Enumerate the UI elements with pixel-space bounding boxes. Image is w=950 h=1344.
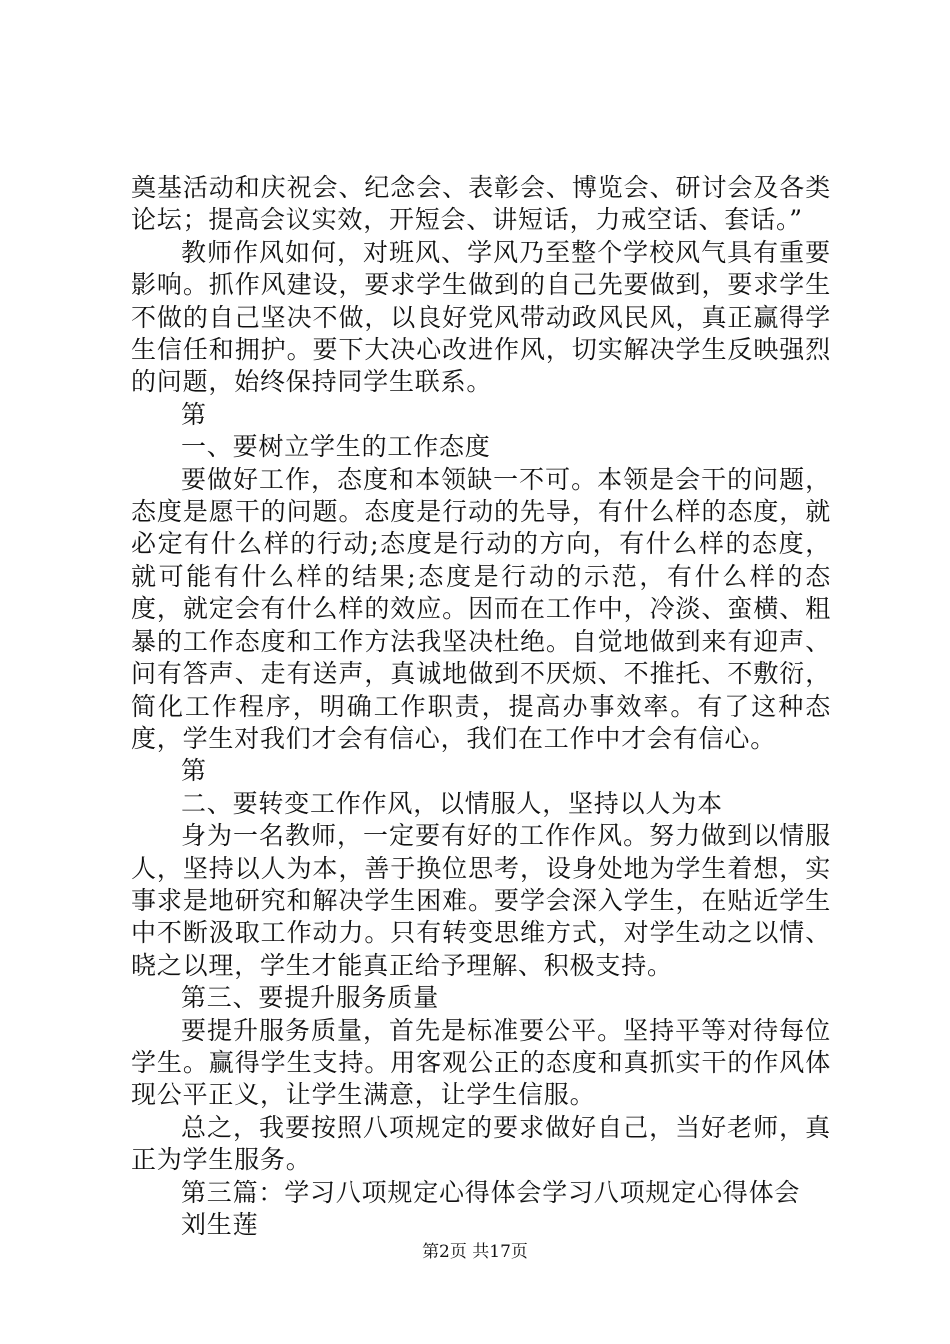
page-number: 第2页 共17页 <box>422 1242 528 1262</box>
paragraph: 总之，我要按照八项规定的要求做好自己，当好老师，真正为学生服务。 <box>131 1112 831 1175</box>
section-marker: 第 <box>181 756 207 786</box>
section-heading: 一、要树立学生的工作态度 <box>181 432 491 462</box>
section-heading: 二、要转变工作作风，以情服人，坚持以人为本 <box>181 788 723 818</box>
paragraph: 教师作风如何，对班风、学风乃至整个学校风气具有重要影响。抓作风建设，要求学生做到的自己先要做到，要求学生不做的自己坚决不做，以良好党风带动政风民风，真正赢得学生信任和拥护。要下大决心改进作风，切实解决学生反映强烈的问题，始终保持同学生联系。 <box>131 237 831 397</box>
page-footer <box>0 1241 950 1263</box>
paragraph: 要做好工作，态度和本领缺一不可。本领是会干的问题，态度是愿干的问题。态度是行动的先导，有什么样的态度，就必定有什么样的行动;态度是行动的方向，有什么样的态度，就可能有什么样的结果;态度是行动的示范，有什么样的态度，就定会有什么样的效应。因而在工作中，冷淡、蛮横、粗暴的工作态度和工作方法我坚决杜绝。自觉地做到来有迎声、问有答声、走有送声，真诚地做到不厌烦、不推托、不敷衍，简化工作程序，明确工作职责，提高办事效率。有了这种态度，学生对我们才会有信心，我们在工作中才会有信心。 <box>131 464 831 753</box>
paragraph: 奠基活动和庆祝会、纪念会、表彰会、博览会、研讨会及各类论坛；提高会议实效，开短会、讲短话，力戒空话、套话。” <box>131 173 831 235</box>
document-body <box>131 172 831 1241</box>
section-heading: 第三、要提升服务质量 <box>181 983 440 1013</box>
section-marker: 第 <box>181 399 207 429</box>
paragraph: 身为一名教师，一定要有好的工作作风。努力做到以情服人，坚持以人为本，善于换位思考，设身处地为学生着想，实事求是地研究和解决学生困难。要学会深入学生，在贴近学生中不断汲取工作动力。只有转变思维方式，对学生动之以情、晓之以理，学生才能真正给予理解、积极支持。 <box>131 821 831 980</box>
paragraph: 要提升服务质量，首先是标准要公平。坚持平等对待每位学生。赢得学生支持。用客观公正的态度和真抓实干的作风体现公平正义，让学生满意，让学生信服。 <box>131 1015 831 1110</box>
chapter-title: 第三篇：学习八项规定心得体会学习八项规定心得体会 <box>181 1177 801 1207</box>
author-name: 刘生莲 <box>181 1210 259 1239</box>
